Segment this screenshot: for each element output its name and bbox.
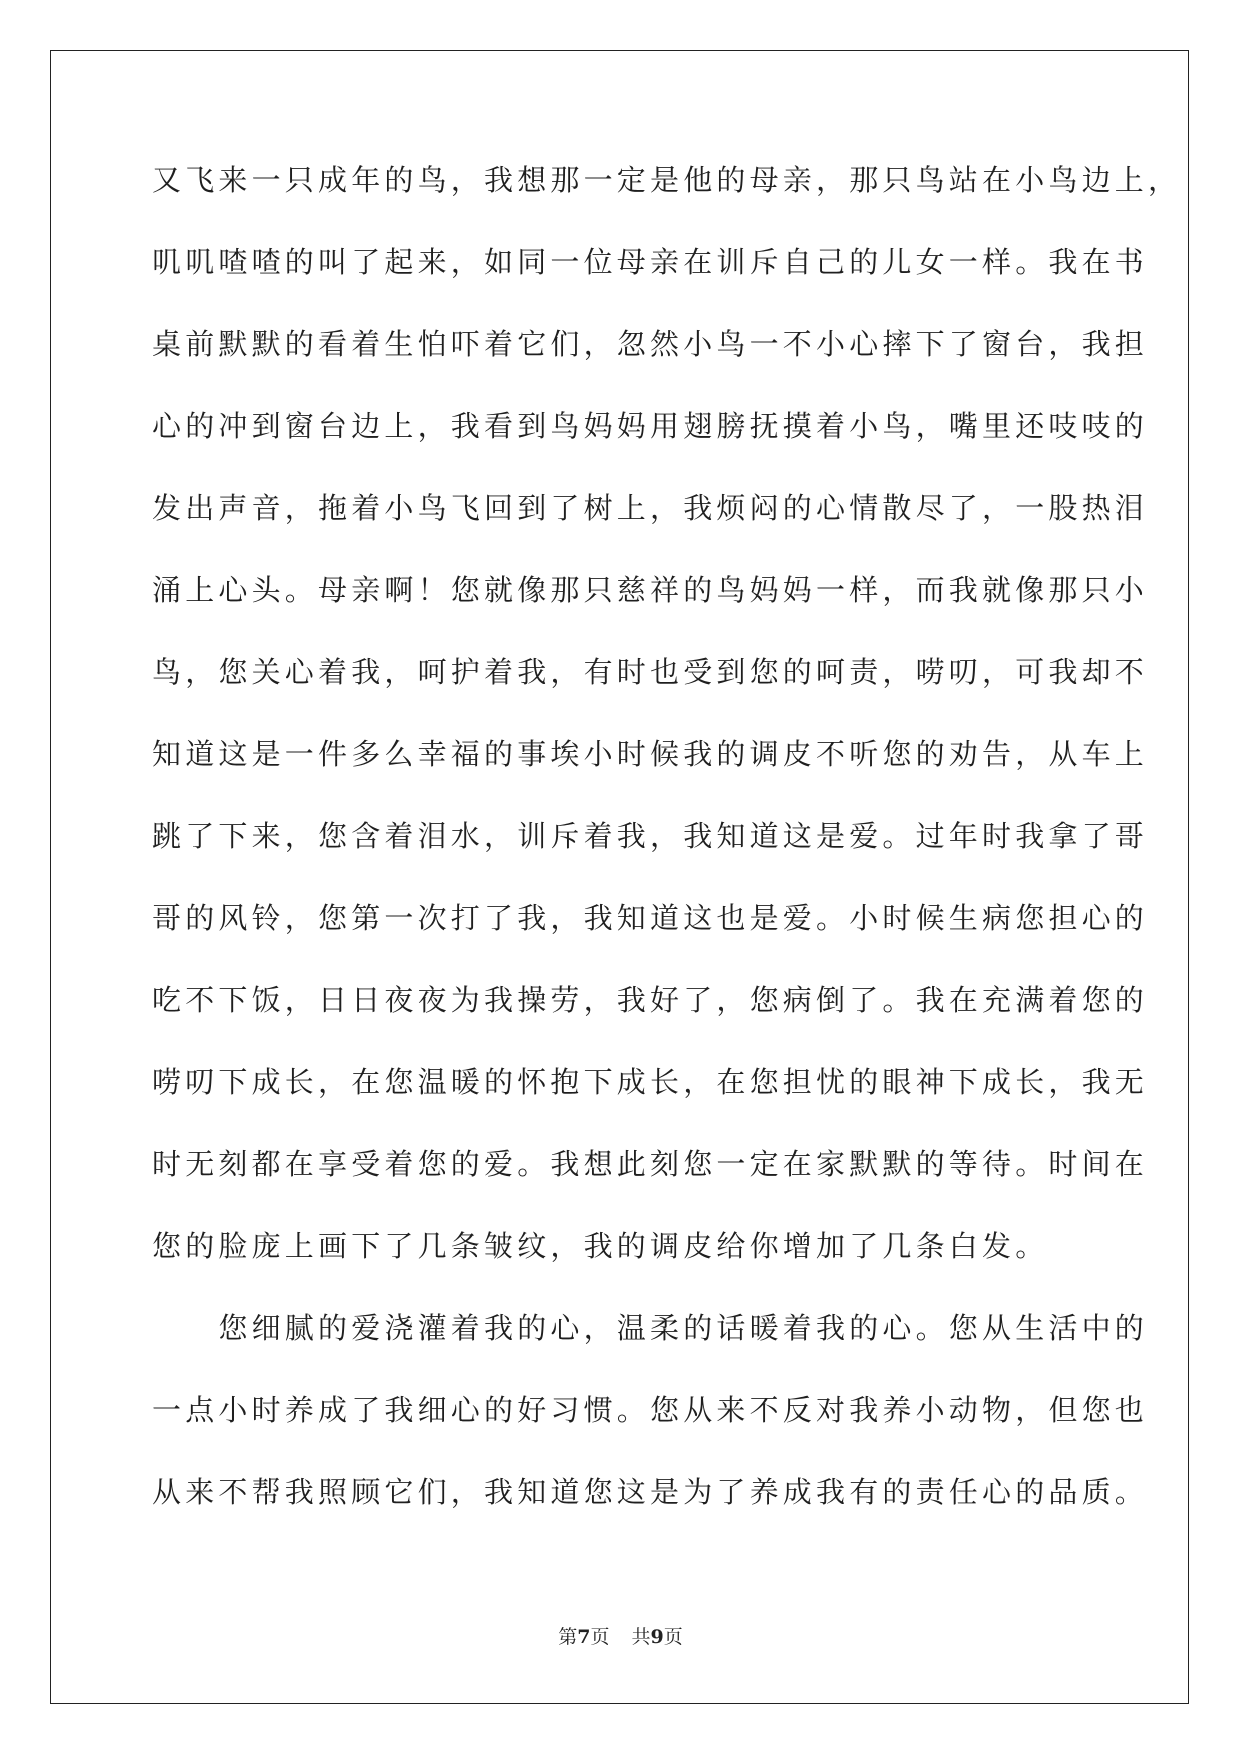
current-page: 7 xyxy=(577,1626,591,1648)
text-line: 跳了下来，您含着泪水，训斥着我，我知道这是爱。过年时我拿了哥 xyxy=(152,819,1149,853)
total-prefix: 共 xyxy=(631,1626,651,1648)
page-prefix: 第 xyxy=(558,1626,578,1648)
text-line: 吃不下饭，日日夜夜为我操劳，我好了，您病倒了。我在充满着您的 xyxy=(152,983,1149,1017)
page-suffix: 页 xyxy=(590,1626,610,1648)
total-pages: 9 xyxy=(650,1626,664,1648)
text-line: 叽叽喳喳的叫了起来，如同一位母亲在训斥自己的儿女一样。我在书 xyxy=(152,245,1149,279)
document-body xyxy=(152,163,1182,1557)
text-line: 又飞来一只成年的鸟，我想那一定是他的母亲，那只鸟站在小鸟边上， xyxy=(152,163,1182,197)
page-footer xyxy=(0,1622,1241,1649)
text-line: 唠叨下成长，在您温暖的怀抱下成长，在您担忧的眼神下成长，我无 xyxy=(152,1065,1149,1099)
text-line: 一点小时养成了我细心的好习惯。您从来不反对我养小动物，但您也 xyxy=(152,1393,1149,1427)
page-number xyxy=(558,1626,609,1648)
text-line: 知道这是一件多么幸福的事埃小时候我的调皮不听您的劝告，从车上 xyxy=(152,737,1149,771)
text-line: 发出声音，拖着小鸟飞回到了树上，我烦闷的心情散尽了，一股热泪 xyxy=(152,491,1149,525)
text-line: 涌上心头。母亲啊！您就像那只慈祥的鸟妈妈一样，而我就像那只小 xyxy=(152,573,1149,607)
text-line: 桌前默默的看着生怕吓着它们，忽然小鸟一不小心摔下了窗台，我担 xyxy=(152,327,1149,361)
text-line: 您的脸庞上画下了几条皱纹，我的调皮给你增加了几条白发。 xyxy=(152,1229,1049,1263)
text-line: 时无刻都在享受着您的爱。我想此刻您一定在家默默的等待。时间在 xyxy=(152,1147,1149,1181)
text-line: 心的冲到窗台边上，我看到鸟妈妈用翅膀抚摸着小鸟，嘴里还吱吱的 xyxy=(152,409,1149,443)
text-line: 从来不帮我照顾它们，我知道您这是为了养成我有的责任心的品质。 xyxy=(152,1475,1149,1509)
text-line: 您细腻的爱浇灌着我的心，温柔的话暖着我的心。您从生活中的 xyxy=(152,1311,1149,1345)
text-line: 哥的风铃，您第一次打了我，我知道这也是爱。小时候生病您担心的 xyxy=(152,901,1149,935)
text-line: 鸟，您关心着我，呵护着我，有时也受到您的呵责，唠叨，可我却不 xyxy=(152,655,1149,689)
page-total xyxy=(632,1626,683,1648)
total-suffix: 页 xyxy=(663,1626,683,1648)
